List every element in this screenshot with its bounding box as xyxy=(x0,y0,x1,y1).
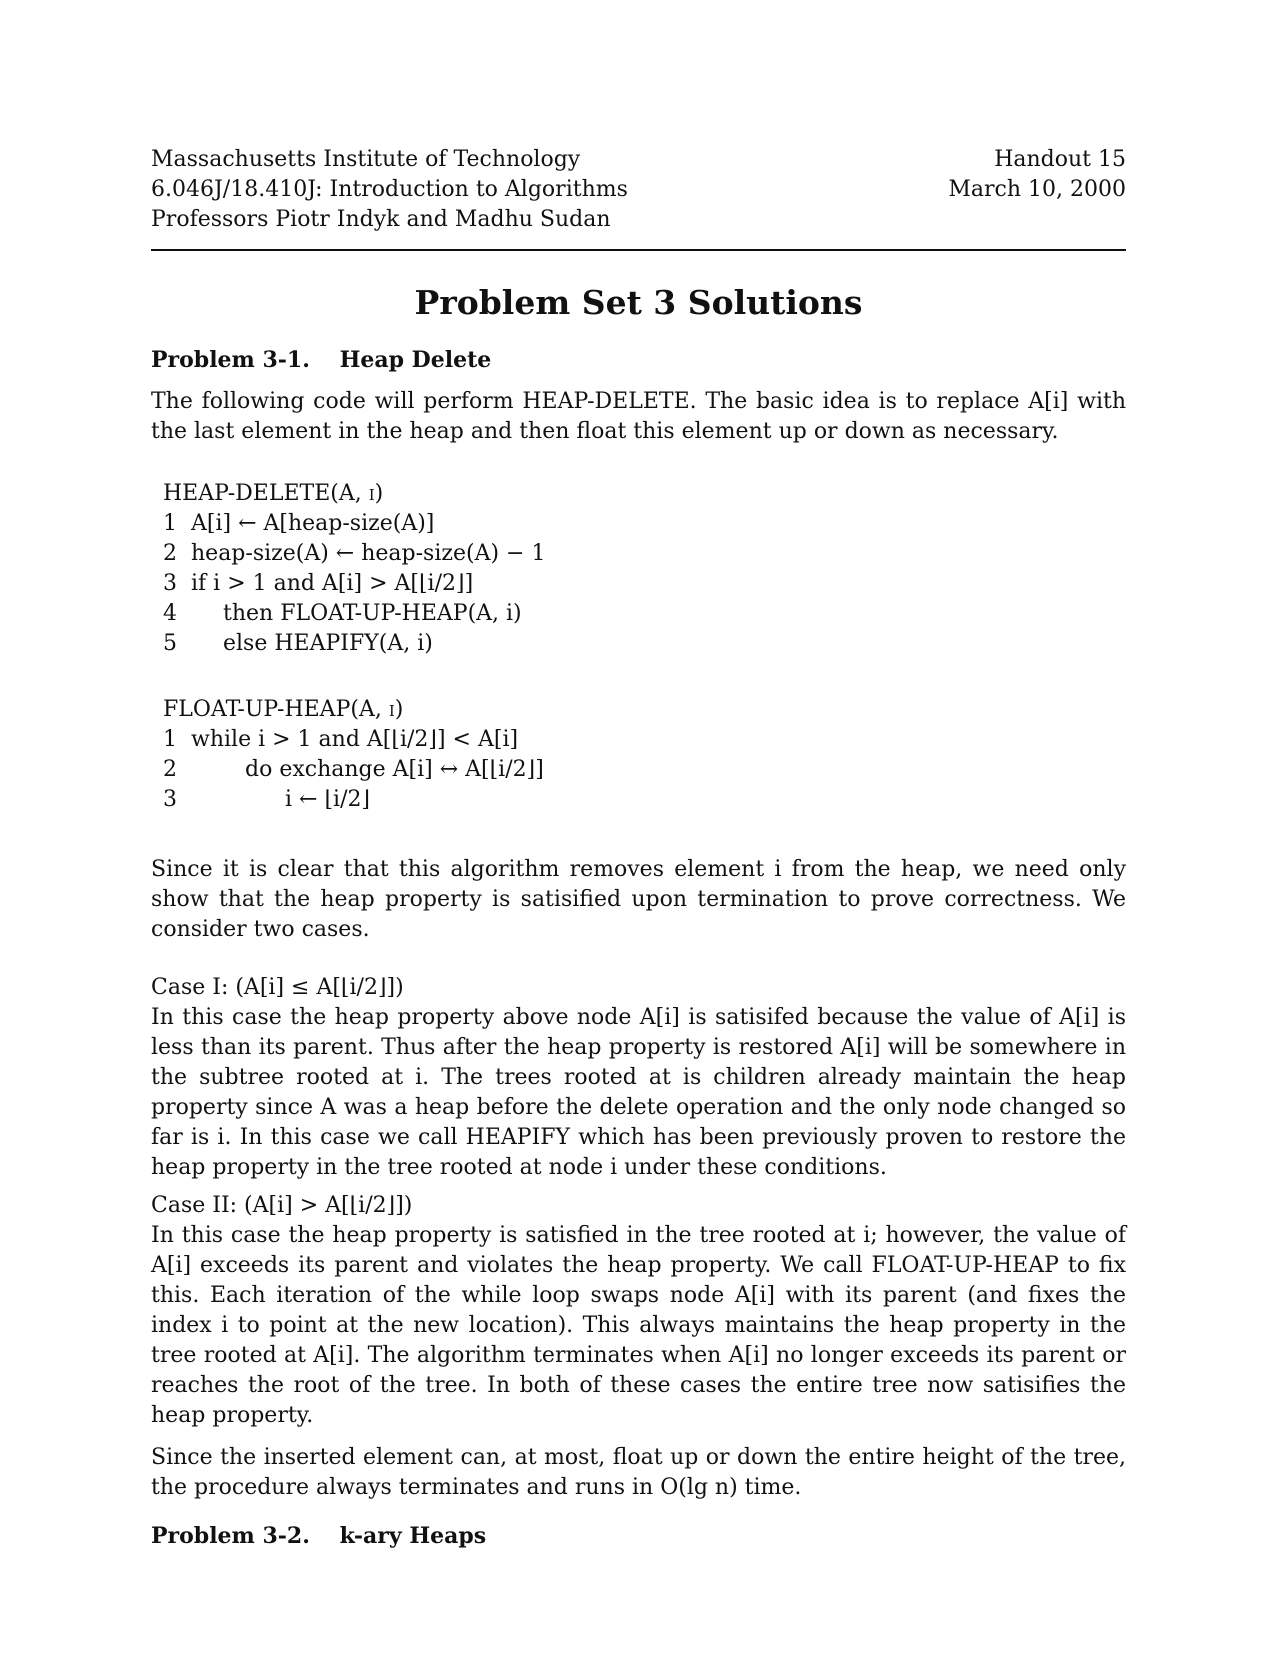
case-1-paragraph: In this case the heap property above node A[i] is satisifed because the value of A[i] is less than its parent. Thus after the heap property is restored A[i] will be somewhere in the subtree rooted at i. The trees rooted at is children already maintain the heap property since A was a heap before the delete operation and the only node changed so far is i. In this case we call HEAPIFY which has been previously proven to restore the heap property in the tree rooted at node i under these conditions. xyxy=(151,1005,1126,1180)
case-1-heading: Case I: (A[i] ≤ A[⌊i/2⌋]) xyxy=(151,975,404,1000)
line-number: 2 xyxy=(163,757,177,782)
line-number: 4 xyxy=(163,601,177,626)
problem-name: Heap Delete xyxy=(339,347,492,373)
algorithm-float-up-heap xyxy=(163,695,1126,815)
algorithm-heap-delete xyxy=(163,479,1126,659)
header-rule xyxy=(151,249,1126,251)
problem-number: Problem 3-2. xyxy=(151,1523,310,1549)
line-text: i ← ⌊i/2⌋ xyxy=(285,787,371,812)
institution: Massachusetts Institute of Technology xyxy=(151,147,581,172)
line-number: 5 xyxy=(163,631,177,656)
correctness-paragraph: Since it is clear that this algorithm removes element i from the heap, we need only show that the heap property is satisified upon termination to prove correctness. We consider two cases. xyxy=(151,857,1126,942)
algorithm-line xyxy=(163,785,1126,815)
page-title: Problem Set 3 Solutions xyxy=(414,283,863,322)
line-number: 3 xyxy=(163,571,177,596)
line-text: then FLOAT-UP-HEAP(A, i) xyxy=(223,601,522,626)
page-content xyxy=(151,145,1126,1551)
header-right xyxy=(948,145,1126,235)
algorithm-line xyxy=(163,629,1126,659)
line-number: 1 xyxy=(163,727,177,752)
line-text: else HEAPIFY(A, i) xyxy=(223,631,433,656)
handout-date: March 10, 2000 xyxy=(948,177,1126,202)
algorithm-line xyxy=(163,569,1126,599)
runtime-paragraph: Since the inserted element can, at most, float up or down the entire height of the tree, the procedure always terminates and runs in O(lg n) time. xyxy=(151,1445,1126,1500)
line-text: A[i] ← A[heap-size(A)] xyxy=(191,511,435,536)
algorithm-name: FLOAT-UP-HEAP(A, i) xyxy=(163,697,404,722)
line-text: while i > 1 and A[⌊i/2⌋] < A[i] xyxy=(191,727,519,752)
line-number: 2 xyxy=(163,541,177,566)
algorithm-line xyxy=(163,539,1126,569)
line-text: heap-size(A) ← heap-size(A) − 1 xyxy=(191,541,546,566)
professors: Professors Piotr Indyk and Madhu Sudan xyxy=(151,207,611,232)
line-text: if i > 1 and A[i] > A[⌊i/2⌋] xyxy=(191,571,474,596)
line-number: 1 xyxy=(163,511,177,536)
course: 6.046J/18.410J: Introduction to Algorithms xyxy=(151,177,628,202)
handout-number: Handout 15 xyxy=(994,147,1126,172)
algorithm-name: HEAP-DELETE(A, i) xyxy=(163,481,384,506)
header-left xyxy=(151,145,628,235)
line-text: do exchange A[i] ↔ A[⌊i/2⌋] xyxy=(245,757,544,782)
problem-name: k-ary Heaps xyxy=(339,1523,487,1549)
problem-number: Problem 3-1. xyxy=(151,347,310,373)
case-2-paragraph: In this case the heap property is satisfied in the tree rooted at i; however, the value of A[i] exceeds its parent and violates the heap property. We call FLOAT-UP-HEAP to fix this. Each iteration of the while loop swaps node A[i] with its parent (and fixes the index i to point at the new location). This always maintains the heap property in the tree rooted at A[i]. The algorithm terminates when A[i] no longer exceeds its parent or reaches the root of the tree. In both of these cases the entire tree now satisifies the heap property. xyxy=(151,1223,1126,1428)
algorithm-line xyxy=(163,725,1126,755)
line-number: 3 xyxy=(163,787,177,812)
handout-header xyxy=(151,145,1126,235)
algorithm-line xyxy=(163,599,1126,629)
problem-intro: The following code will perform HEAP-DELETE. The basic idea is to replace A[i] with the last element in the heap and then float this element up or down as necessary. xyxy=(151,389,1126,444)
case-2-heading: Case II: (A[i] > A[⌊i/2⌋]) xyxy=(151,1193,413,1218)
problem-heading-2 xyxy=(151,1521,1126,1551)
algorithm-line xyxy=(163,509,1126,539)
algorithm-line xyxy=(163,755,1126,785)
problem-heading xyxy=(151,345,1126,375)
